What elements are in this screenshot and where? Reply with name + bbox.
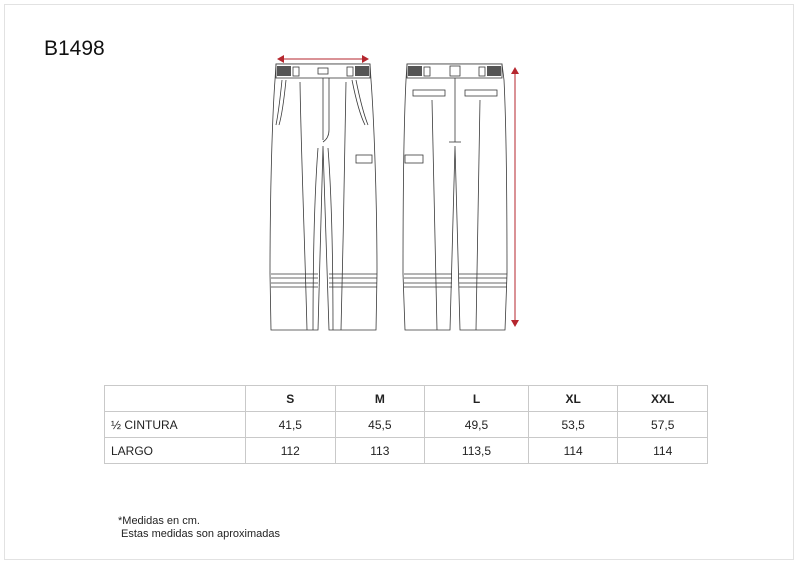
back-view-pants-drawing xyxy=(403,64,507,330)
size-header-s: S xyxy=(246,386,336,412)
measurement-notes xyxy=(118,515,280,541)
table-cell: 114 xyxy=(528,438,618,464)
note-approximate: Estas medidas son aproximadas xyxy=(121,528,280,540)
size-table-corner xyxy=(105,386,246,412)
product-code: B1498 xyxy=(44,37,105,60)
table-cell: 49,5 xyxy=(425,412,529,438)
table-cell: 113,5 xyxy=(425,438,529,464)
table-cell: 114 xyxy=(618,438,708,464)
row-label-length: LARGO xyxy=(105,438,246,464)
size-table xyxy=(104,385,708,464)
table-cell: 41,5 xyxy=(246,412,336,438)
size-header-row xyxy=(105,386,708,412)
table-cell: 53,5 xyxy=(528,412,618,438)
table-cell: 113 xyxy=(335,438,425,464)
size-header-m: M xyxy=(335,386,425,412)
table-cell: 112 xyxy=(246,438,336,464)
front-view-pants-drawing xyxy=(270,64,377,330)
row-label-waist: ½ CINTURA xyxy=(105,412,246,438)
table-row xyxy=(105,412,708,438)
table-cell: 45,5 xyxy=(335,412,425,438)
size-header-xxl: XXL xyxy=(618,386,708,412)
size-header-xl: XL xyxy=(528,386,618,412)
table-row xyxy=(105,438,708,464)
table-cell: 57,5 xyxy=(618,412,708,438)
note-units: *Medidas en cm. xyxy=(118,515,200,527)
size-header-l: L xyxy=(425,386,529,412)
